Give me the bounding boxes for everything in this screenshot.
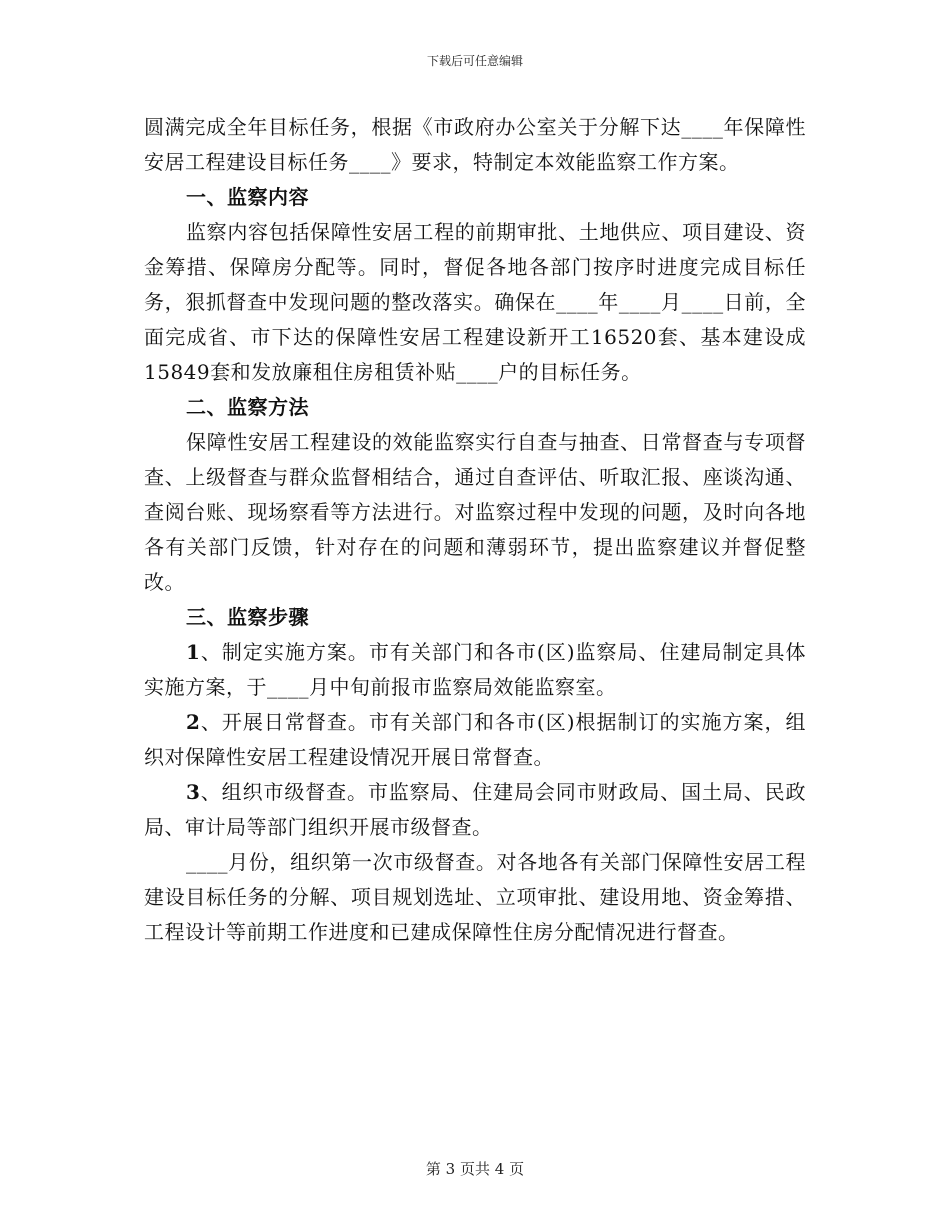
section-heading-method: 二、监察方法 (186, 395, 309, 419)
section-heading-content: 一、监察内容 (186, 185, 309, 209)
method-paragraph: 保障性安居工程建设的效能监察实行自查与抽查、日常督查与专项督查、上级督查与群众监督相结合，通过自查评估、听取汇报、座谈沟通、查阅台账、现场察看等方法进行。对监察过程中发现的问题，及时向各地各有关部门反馈，针对存在的问题和薄弱环节，提出监察建议并督促整改。 (144, 430, 806, 594)
step-2-paragraph (144, 705, 806, 775)
step-2-text: 、开展日常督查。市有关部门和各市(区)根据制订的实施方案，组织对保障性安居工程建设情况开展日常督查。 (144, 710, 806, 769)
first-inspection-paragraph: ____月份，组织第一次市级督查。对各地各有关部门保障性安居工程建设目标任务的分解、项目规划选址、立项审批、建设用地、资金筹措、工程设计等前期工作进度和已建成保障性住房分配情况进行督查。 (144, 850, 806, 944)
page-header: 下载后可任意编辑 (426, 54, 523, 68)
step-3-number: 3 (186, 780, 201, 804)
step-2-number: 2 (186, 710, 201, 734)
document-body (144, 110, 806, 950)
content-paragraph: 监察内容包括保障性安居工程的前期审批、土地供应、项目建设、资金筹措、保障房分配等。同时，督促各地各部门按序时进度完成目标任务，狠抓督查中发现问题的整改落实。确保在____年____月____日前，全面完成省、市下达的保障性安居工程建设新开工16520套、基本建设成15849套和发放廉租住房租赁补贴____户的目标任务。 (144, 220, 806, 384)
step-1-paragraph (144, 635, 806, 705)
intro-paragraph: 圆满完成全年目标任务，根据《市政府办公室关于分解下达____年保障性安居工程建设目标任务____》要求，特制定本效能监察工作方案。 (144, 115, 806, 174)
step-1-number: 1 (186, 640, 201, 664)
step-3-paragraph (144, 775, 806, 845)
section-heading-steps: 三、监察步骤 (186, 605, 309, 629)
step-3-text: 、组织市级督查。市监察局、住建局会同市财政局、国土局、民政局、审计局等部门组织开展市级督查。 (144, 780, 806, 839)
step-1-text: 、制定实施方案。市有关部门和各市(区)监察局、住建局制定具体实施方案，于____月中旬前报市监察局效能监察室。 (144, 640, 806, 699)
page-footer: 第 3 页共 4 页 (425, 1160, 525, 1178)
